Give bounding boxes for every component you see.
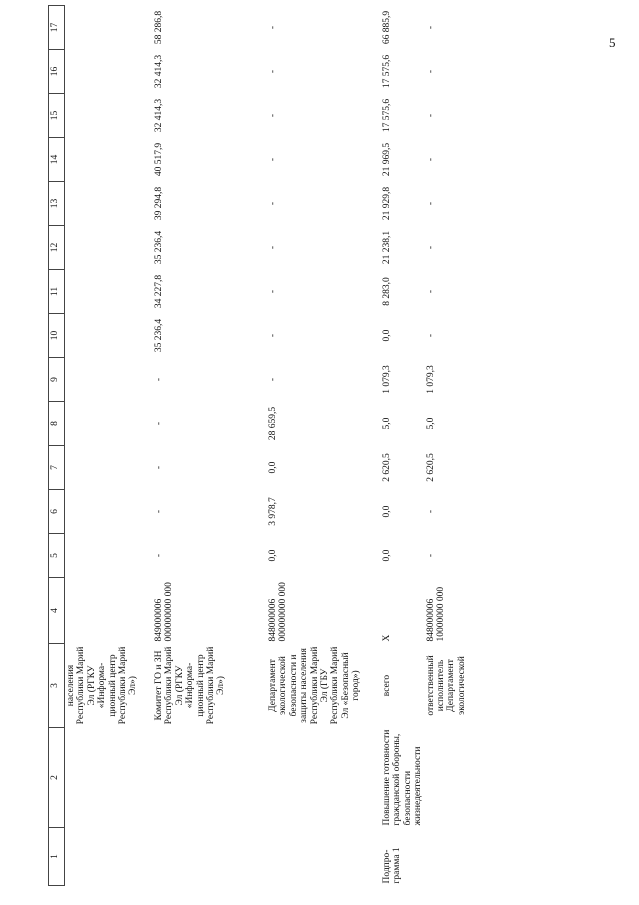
value-cell: - — [425, 509, 436, 514]
value-cell: 1 079,3 — [425, 365, 436, 394]
measure-name-cell — [153, 728, 267, 828]
value-cell: - — [425, 25, 436, 30]
value-cell: 21 929,8 — [382, 186, 392, 221]
value-cell — [65, 94, 154, 138]
budget-code-cell: 848000006 000000000 000 — [268, 582, 289, 642]
program-cell — [267, 828, 381, 886]
value-cell: 0,0 — [382, 329, 392, 342]
value-cell: 32 414,3 — [154, 98, 164, 133]
value-cell — [65, 182, 154, 226]
value-cell: - — [425, 113, 436, 118]
measure-name-cell: Повышение готовности гражданской обороны, безопасности жизнедеятельности — [382, 729, 424, 826]
value-cell: 21 969,5 — [382, 142, 392, 177]
value-cell — [65, 490, 154, 534]
program-cell: Подпро-грамма 1 — [382, 847, 403, 884]
value-cell: 1 079,3 — [382, 365, 392, 394]
value-cell: 0,0 — [382, 549, 392, 562]
value-cell: 34 227,8 — [154, 274, 164, 309]
value-cell: - — [268, 333, 278, 338]
budget-table — [48, 5, 489, 886]
table-row — [381, 6, 425, 886]
budget-code-cell — [65, 578, 154, 644]
value-cell: 2 620,5 — [425, 453, 436, 482]
value-cell: 3 978,7 — [268, 497, 278, 526]
value-cell: 35 236,4 — [154, 318, 164, 353]
value-cell: 21 238,1 — [382, 230, 392, 265]
column-header: 9 — [49, 358, 65, 402]
table-row — [65, 6, 154, 886]
column-header: 6 — [49, 490, 65, 534]
column-header: 2 — [49, 728, 65, 828]
program-cell — [153, 828, 267, 886]
value-cell: 8 283,0 — [382, 277, 392, 306]
value-cell — [65, 270, 154, 314]
column-header: 15 — [49, 94, 65, 138]
column-header: 8 — [49, 402, 65, 446]
value-cell: 5,0 — [382, 417, 392, 430]
value-cell: 0,0 — [268, 549, 278, 562]
measure-name-cell — [267, 728, 381, 828]
column-header: 3 — [49, 644, 65, 728]
value-cell: 0,0 — [268, 461, 278, 474]
value-cell: - — [425, 553, 436, 558]
value-cell: - — [268, 25, 278, 30]
column-header: 12 — [49, 226, 65, 270]
header-row — [49, 6, 65, 886]
column-header: 17 — [49, 6, 65, 50]
column-header: 10 — [49, 314, 65, 358]
value-cell: 58 286,8 — [154, 10, 164, 45]
value-cell: 35 236,4 — [154, 230, 164, 265]
executor-cell: Комитет ГО и ЗН Республики Марий Эл (РГКУ «Информа-ционный центр Республики Марий Эл») — [154, 646, 227, 725]
executor-cell: ответственный исполнитель Департамент экологической — [425, 655, 467, 716]
value-cell — [65, 6, 154, 50]
value-cell: 28 659,5 — [268, 406, 278, 441]
executor-cell: Департамент экологической безопасности и защиты населения Республики Марий Эл (ГБУ Республики Марий Эл «Безопасный город») — [268, 646, 362, 725]
value-cell: - — [425, 69, 436, 74]
value-cell: 5,0 — [425, 417, 436, 430]
column-header: 5 — [49, 534, 65, 578]
value-cell — [65, 402, 154, 446]
value-cell: 17 575,6 — [382, 98, 392, 133]
table-row — [267, 6, 381, 886]
value-cell — [65, 314, 154, 358]
value-cell: 39 294,8 — [154, 186, 164, 221]
value-cell — [65, 358, 154, 402]
value-cell: - — [268, 157, 278, 162]
value-cell: 32 414,3 — [154, 54, 164, 89]
measure-name-cell — [425, 728, 489, 828]
rotated-page-content — [48, 10, 588, 886]
value-cell: - — [425, 157, 436, 162]
value-cell: - — [425, 245, 436, 250]
value-cell: - — [425, 333, 436, 338]
column-header: 4 — [49, 578, 65, 644]
value-cell: - — [268, 69, 278, 74]
column-header: 14 — [49, 138, 65, 182]
program-cell — [65, 828, 154, 886]
value-cell: - — [154, 465, 164, 470]
value-cell: - — [154, 377, 164, 382]
value-cell — [65, 534, 154, 578]
executor-cell: населения Республики Марий Эл (РГКУ «Информа-ционный центр Республики Марий Эл») — [66, 646, 139, 725]
value-cell: 66 885,9 — [382, 10, 392, 45]
column-header: 13 — [49, 182, 65, 226]
table-row — [153, 6, 267, 886]
budget-code-cell: 848000006 10000000 000 — [425, 586, 447, 642]
measure-name-cell — [65, 728, 154, 828]
value-cell: 2 620,5 — [382, 453, 392, 482]
value-cell: - — [425, 289, 436, 294]
value-cell — [65, 50, 154, 94]
value-cell — [65, 138, 154, 182]
value-cell: - — [268, 201, 278, 206]
column-header: 1 — [49, 828, 65, 886]
executor-cell: всего — [382, 674, 392, 697]
value-cell: - — [268, 289, 278, 294]
table-row — [425, 6, 489, 886]
program-cell — [425, 828, 489, 886]
column-header: 11 — [49, 270, 65, 314]
value-cell: 17 575,6 — [382, 54, 392, 89]
value-cell: - — [268, 245, 278, 250]
value-cell: 0,0 — [382, 505, 392, 518]
column-header: 7 — [49, 446, 65, 490]
page-number: 5 — [609, 35, 616, 50]
column-header: 16 — [49, 50, 65, 94]
value-cell: - — [268, 377, 278, 382]
value-cell: - — [154, 421, 164, 426]
value-cell: - — [154, 553, 164, 558]
budget-code-cell: X — [382, 634, 392, 642]
value-cell — [65, 446, 154, 490]
value-cell: - — [268, 113, 278, 118]
value-cell: - — [425, 201, 436, 206]
value-cell — [65, 226, 154, 270]
value-cell: - — [154, 509, 164, 514]
value-cell: 40 517,9 — [154, 142, 164, 177]
budget-code-cell: 849000006 000000000 000 — [154, 582, 175, 642]
